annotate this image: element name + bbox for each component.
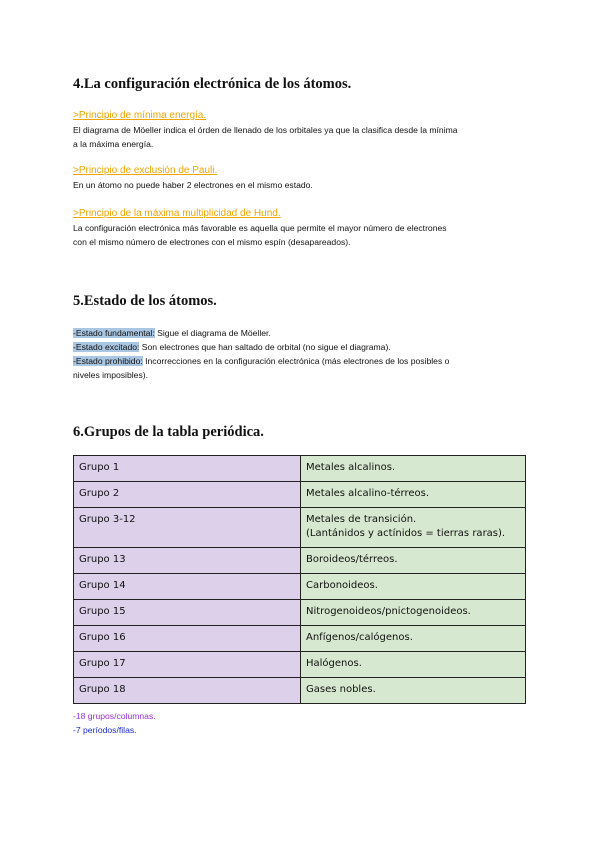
periodic-groups-table — [73, 455, 526, 704]
atom-states-list: -Estado fundamental: Sigue el diagrama de Möeller. -Estado excitado: Son electrones que han saltado de orbital (no sigue el diagrama). -Estado prohibido: Incorrecciones en la configuración electrónica (más electrones de los posibles o niveles imposibles). — [73, 328, 450, 380]
table-row: Grupo 16 Anfígenos/calógenos. — [74, 626, 526, 652]
principle-pauli-link[interactable]: >Principio de exclusión de Pauli. — [73, 165, 218, 176]
periods-note: -7 períodos/filas. — [73, 725, 137, 735]
section-4-title: 4.La configuración electrónica de los átomos. — [73, 76, 352, 92]
table-row: Grupo 18 Gases nobles. — [74, 678, 526, 704]
table-row: Grupo 3-12 Metales de transición. (Lantánidos y actínidos = tierras raras). — [74, 508, 526, 548]
table-row: Grupo 14 Carbonoideos. — [74, 574, 526, 600]
table-row: Grupo 2 Metales alcalino-térreos. — [74, 482, 526, 508]
principle-min-energy-link[interactable]: >Principio de mínima energía. — [73, 110, 207, 121]
principle-pauli-text: En un átomo no puede haber 2 electrones en el mismo estado. — [73, 180, 313, 190]
table-row: Grupo 1 Metales alcalinos. — [74, 456, 526, 482]
table-row: Grupo 15 Nitrogenoideos/pnictogenoideos. — [74, 600, 526, 626]
principle-hund-text: La configuración electrónica más favorable es aquella que permite el mayor número de electrones con el mismo número de electrones con el mismo espín (desapareados). — [73, 223, 447, 247]
table-row: Grupo 17 Halógenos. — [74, 652, 526, 678]
state-fundamental-label: -Estado fundamental: — [73, 328, 155, 338]
section-6-title: 6.Grupos de la tabla periódica. — [73, 424, 264, 440]
table-row: Grupo 13 Boroideos/térreos. — [74, 548, 526, 574]
section-5-title: 5.Estado de los átomos. — [73, 293, 217, 309]
principle-hund-link[interactable]: >Principio de la máxima multiplicidad de Hund. — [73, 208, 281, 219]
state-forbidden-label: -Estado prohibido: — [73, 356, 143, 366]
state-excited-label: -Estado excitado: — [73, 342, 140, 352]
principle-min-energy-text: El diagrama de Möeller indica el órden de llenado de los orbitales ya que la clasifica desde la mínima a la máxima energía. — [73, 125, 458, 149]
groups-note: -18 grupos/columnas. — [73, 711, 156, 721]
